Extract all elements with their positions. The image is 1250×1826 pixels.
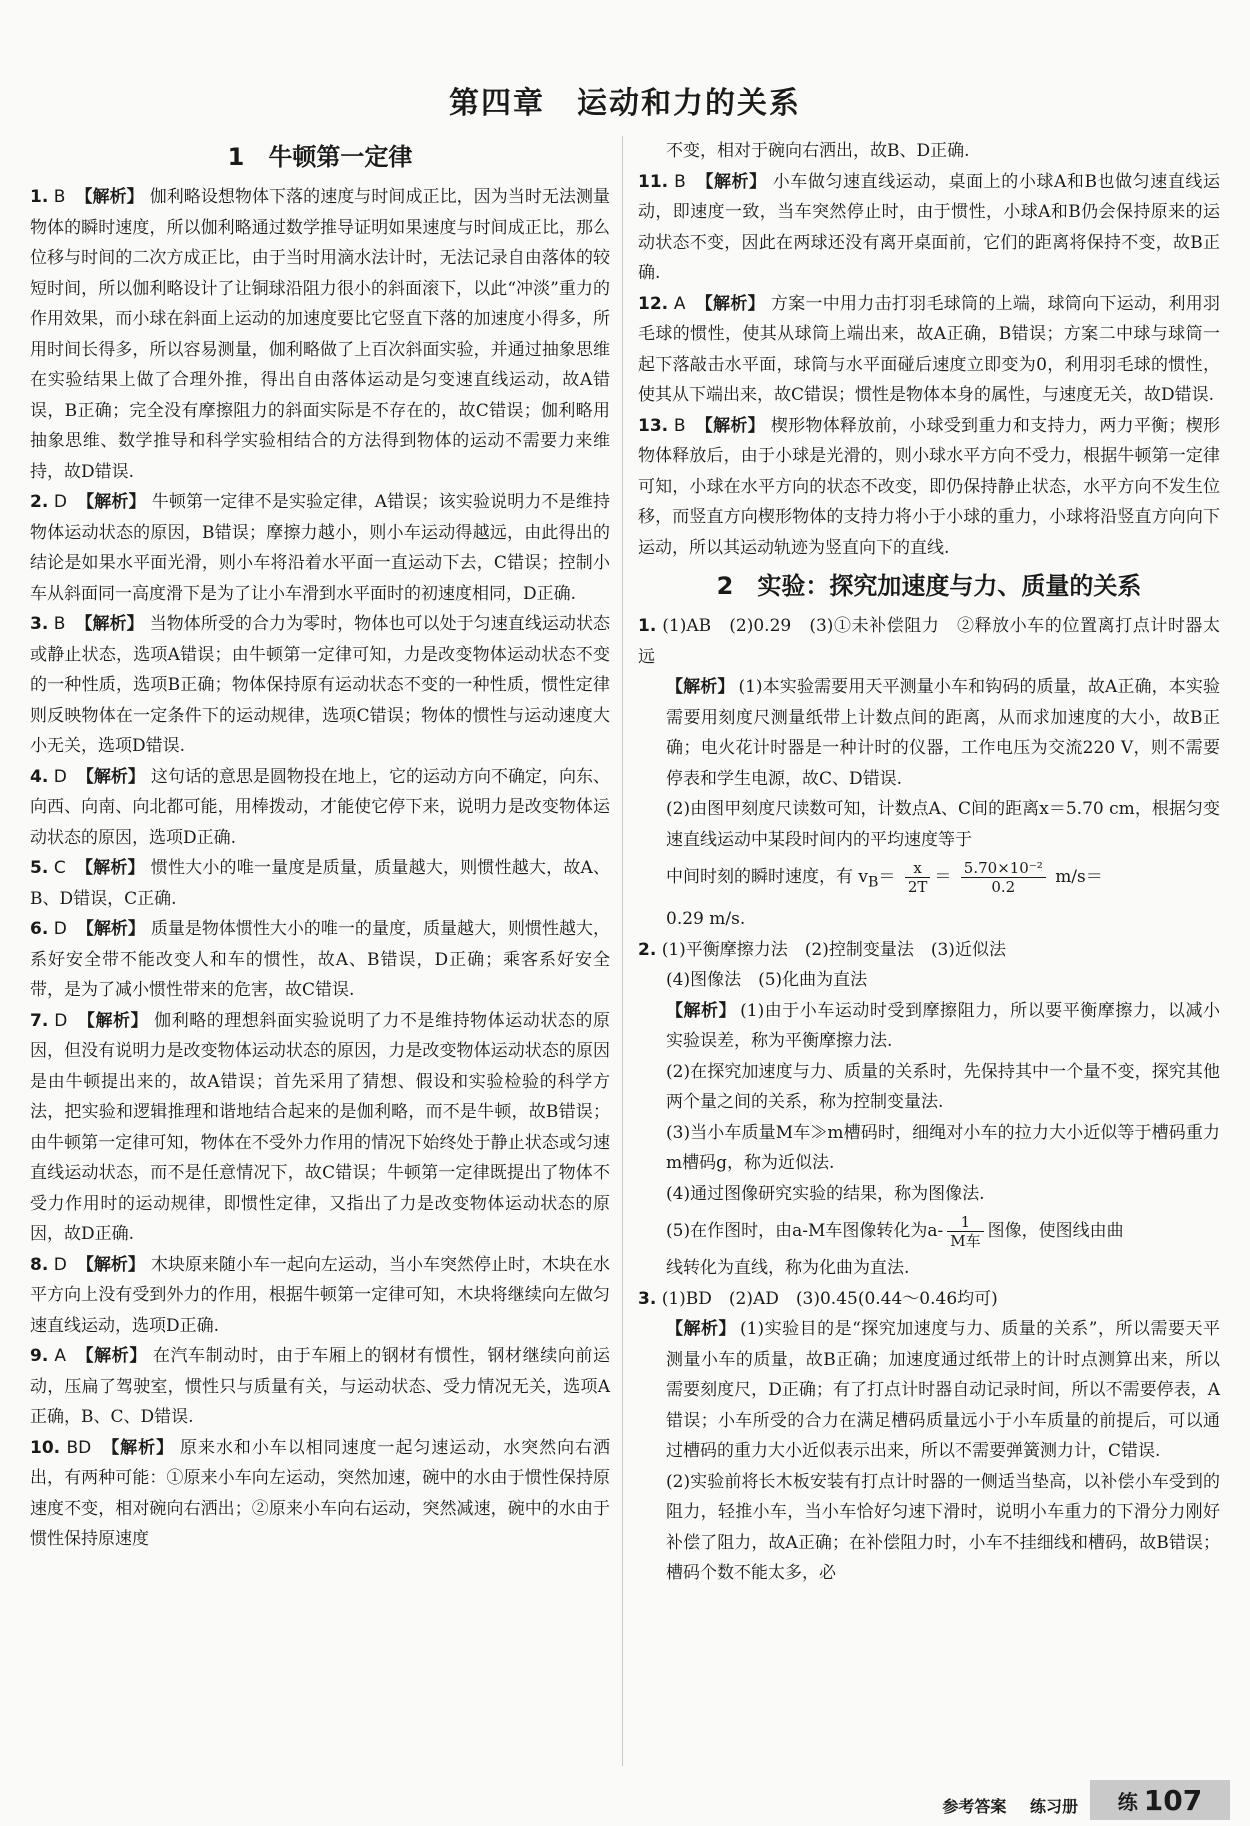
analysis-tag: 【解析】 (666, 1319, 737, 1340)
analysis-text: 这句话的意思是圆物投在地上，它的运动方向不确定，向东、向西、向南、向北都可能，用棒拨动，才能使它停下来，说明力是改变物体运动状态的原因，选项D正确. (30, 766, 611, 848)
question-number: 12. (638, 293, 669, 314)
fraction-denominator: 2T (907, 878, 928, 896)
analysis-text: 伽利略的理想斜面实验说明了力不是维持物体运动状态的原因，但没有说明力是改变物体运动状态的原因，力是改变物体运动状态的原因是由牛顿提出来的，故A错误；首先采用了猜想、假设和实验检验的科学方法，把实验和逻辑推理和谐地结合起来的是伽利略，而不是牛顿，故B错误；由牛顿第一定律可知，物体在不受外力作用的情况下始终处于静止状态或匀速直线运动状态，而不是任意情况下，故C错误；牛顿第一定律既提出了物体不受力作用时的运动规律，即惯性定律，又指出了力是改变物体运动状态的原因，故D正确. (30, 1010, 611, 1244)
question-number: 8. (30, 1254, 49, 1275)
analysis-text: 木块原来随小车一起向左运动，当小车突然停止时，木块在水平方向上没有受到外力的作用，根据牛顿第一定律可知，木块将继续向左做匀速直线运动，选项D正确. (30, 1254, 611, 1336)
question-number: 1. (638, 616, 657, 636)
fraction-numerator: 5.70×10⁻² (961, 859, 1046, 878)
answer-text: (1)平衡摩擦力法 (2)控制变量法 (3)近似法 (661, 939, 1006, 960)
formula-line (638, 1209, 1220, 1253)
formula-subscript: B (868, 874, 879, 891)
formula-line: 中间时刻的瞬时速度，有 $v_B=$ $\frac{x}{2T}$ ＝ $\frac{\text{5.70×10⁻²}}{0.2}$ m/s＝ (666, 859, 1103, 896)
column-divider (622, 136, 623, 1766)
question-item (30, 914, 610, 1006)
analysis-text: (1)实验目的是“探究加速度与力、质量的关系”，所以需要天平测量小车的质量，故B正确；加速度通过纸带上的计时点测算出来，所以需要刻度尺，D正确；有了打点计时器自动记录时间，所以不需要停表，A错误；小车所受的合力在满足槽码质量远小于小车质量的前提后，可以通过槽码的重力大小近似表示出来，所以不需要弹簧测力计，C错误. (666, 1319, 1221, 1462)
section-title-2: 2 实验：探究加速度与力、质量的关系 (716, 572, 1142, 600)
analysis-tag: 【解析】 (695, 171, 767, 192)
question-item (30, 609, 610, 762)
analysis-text: 牛顿第一定律不是实验定律，A错误；该实验说明力不是维持物体运动状态的原因，B错误；摩擦力越小，则小车运动得越远，由此得出的结论是如果水平面光滑，则小车将沿着水平面一直运动下去，C错误；控制小车从斜面同一高度滑下是为了让小车滑到水平面时的初速度相同，D正确. (30, 492, 611, 604)
analysis-paragraph: (2)实验前将长木板安装有打点计时器的一侧适当垫高，以补偿小车受到的阻力，轻推小车，当小车恰好匀速下滑时，说明小车重力的下滑分力刚好补偿了阻力，故A正确；在补偿阻力时，小车不挂细线和槽码，故B错误；槽码个数不能太多，必 (666, 1471, 1220, 1584)
analysis-text: (1)由于小车运动时受到摩擦阻力，所以要平衡摩擦力，以减小实验误差，称为平衡摩擦力法. (666, 1000, 1220, 1052)
analysis-text: 质量是物体惯性大小的唯一的量度，质量越大，则惯性越大，系好安全带不能改变人和车的惯性，故A、B错误，D正确；乘客系好安全带，是为了减小惯性带来的危害，故C错误. (30, 919, 611, 1000)
question-item (30, 853, 610, 914)
analysis-tag: 【解析】 (76, 766, 145, 787)
analysis-tag: 【解析】 (666, 1000, 737, 1021)
page-footer (0, 1783, 1250, 1826)
exp-question-3 (638, 1284, 1220, 1315)
analysis-tag: 【解析】 (75, 614, 144, 634)
answer-letter: A (54, 1346, 66, 1366)
answer-text: (1)BD (2)AD (3)0.45(0.44～0.46均可) (661, 1288, 998, 1309)
analysis-tag: 【解析】 (76, 1254, 145, 1275)
analysis-paragraph: 0.29 m/s. (666, 909, 746, 930)
formula-suffix: 图像，使图线由曲 (987, 1221, 1124, 1242)
footer-labels (924, 1794, 1078, 1817)
question-number: 1. (30, 187, 49, 207)
formula-equals: ＝ (878, 867, 896, 887)
answer-letter: B (673, 415, 686, 436)
item-10-continuation: 不变，相对于碗向右洒出，故B、D正确. (666, 141, 970, 161)
analysis-tag: 【解析】 (75, 1346, 147, 1366)
question-item (30, 1433, 610, 1555)
left-items-list (30, 182, 610, 1555)
analysis-tag: 【解析】 (75, 858, 145, 878)
chapter-title: 第四章 运动和力的关系 (449, 86, 801, 121)
analysis-text: 当物体所受的合力为零时，物体也可以处于匀速直线运动状态或静止状态，选项A错误；由牛顿第一定律可知，力是改变物体运动状态不变的一种性质，选项B正确；物体保持原有运动状态不变的一种性质，惯性定律则反映物体在一定条件下的运动规律，选项C错误；物体的惯性与运动速度大小无关，选项D错误. (30, 614, 611, 756)
answer-text: (4)图像法 (5)化曲为直法 (666, 970, 868, 991)
answer-letter: BD (66, 1437, 92, 1458)
fraction-numerator: 1 (947, 1213, 983, 1232)
analysis-tag: 【解析】 (666, 677, 735, 697)
analysis-paragraph (638, 1314, 1220, 1467)
analysis-text: 惯性大小的唯一量度是质量，质量越大，则惯性越大，故A、B、D错误，C正确. (30, 858, 611, 909)
question-number: 5. (30, 858, 49, 878)
question-item (30, 182, 610, 487)
question-item (30, 1250, 610, 1342)
question-number: 10. (30, 1437, 61, 1458)
left-column (30, 136, 610, 1555)
analysis-paragraph (638, 996, 1220, 1057)
answer-letter: C (53, 858, 66, 878)
answer-letter: A (673, 293, 686, 314)
answer-letter: D (53, 766, 67, 787)
question-item (30, 1341, 610, 1433)
question-number: 13. (638, 415, 669, 436)
question-number: 11. (638, 171, 669, 192)
question-item (638, 411, 1220, 564)
question-number: 3. (30, 614, 49, 634)
answer-letter: B (674, 171, 686, 192)
formula-prefix: (5)在作图时，由a-M车图像转化为a- (666, 1221, 944, 1242)
analysis-tag: 【解析】 (77, 1010, 149, 1031)
question-number: 2. (30, 492, 49, 512)
analysis-text: 楔形物体释放前，小球受到重力和支持力，两力平衡；楔形物体释放后，由于小球是光滑的，则小球水平方向不受力，根据牛顿第一定律可知，小球在水平方向的状态不改变，即仍保持静止状态，水平方向不发生位移，而竖直方向楔形物体的支持力将小于小球的重力，小球将沿竖直方向向下运动，所以其运动轨迹为竖直向下的直线. (638, 415, 1221, 558)
answer-letter: D (54, 1010, 68, 1031)
question-number: 9. (30, 1346, 49, 1366)
question-number: 3. (638, 1288, 657, 1309)
analysis-paragraph: 线转化为直线，称为化曲为直法. (666, 1258, 910, 1279)
analysis-paragraph: (2)在探究加速度与力、质量的关系时，先保持其中一个量不变，探究其他两个量之间的关系，称为控制变量法. (666, 1061, 1220, 1113)
analysis-tag: 【解析】 (76, 492, 146, 512)
answer-letter: D (53, 1254, 67, 1275)
right-items-list (638, 167, 1220, 564)
right-column (638, 136, 1220, 1589)
analysis-paragraph: (3)当小车质量M车≫m槽码时，细绳对小车的拉力大小近似等于槽码重力m槽码g，称为近似法. (666, 1122, 1220, 1174)
analysis-text: 方案一中用力击打羽毛球筒的上端，球筒向下运动，利用羽毛球的惯性，使其从球筒上端出来，故A正确，B错误；方案二中球与球筒一起下落敲击水平面，球筒与水平面碰后速度立即变为0，利用羽毛球的惯性，使其从下端出来，故C错误；惯性是物体本身的属性，与速度无关，故D错误. (638, 293, 1221, 405)
fraction-one-over-m (947, 1213, 983, 1250)
section-title-1: 1 牛顿第一定律 (227, 143, 413, 171)
analysis-paragraph: (2)由图甲刻度尺读数可知，计数点A、C间的距离x＝5.70 cm，根据匀变速直线运动中某段时间内的平均速度等于 (666, 799, 1220, 850)
fraction-value (961, 859, 1046, 896)
badge-label: 练 (1117, 1789, 1138, 1814)
analysis-text: 伽利略设想物体下落的速度与时间成正比，因为当时无法测量物体的瞬时速度，所以伽利略通过数学推导证明如果速度与时间成正比，那么位移与时间的二次方成正比，由于当时用滴水法计时，无法记录自由落体的较短时间，所以伽利略设计了让铜球沿阻力很小的斜面滚下，以此“冲淡”重力的作用效果，而小球在斜面上运动的加速度要比它竖直下落的加速度小得多，所用时间长得多，所以容易测量，伽利略做了上百次斜面实验，并通过抽象思维在实验结果上做了合理外推，得出自由落体运动是匀变速直线运动，故A错误，B正确；完全没有摩擦阻力的斜面实际是不存在的，故C错误；伽利略用抽象思维、数学推导和科学实验相结合的方法得到物体的运动不需要力来维持，故D错误. (30, 187, 611, 482)
analysis-text: 小车做匀速直线运动，桌面上的小球A和B也做匀速直线运动，即速度一致，当车突然停止时，由于惯性，小球A和B仍会保持原来的运动状态不变，因此在两球还没有离开桌面前，它们的距离将保持不变，故B正确. (638, 171, 1221, 283)
analysis-tag: 【解析】 (75, 187, 144, 207)
analysis-tag: 【解析】 (695, 293, 765, 314)
fraction-numerator: x (905, 859, 931, 878)
fraction-denominator: M车 (950, 1232, 981, 1251)
answer-text: (1)AB (2)0.29 (3)①未补偿阻力 ②释放小车的位置离打点计时器太远 (638, 616, 1220, 667)
question-item (30, 1006, 610, 1250)
answer-letter: B (53, 614, 66, 634)
analysis-paragraph (638, 672, 1220, 794)
analysis-text: 在汽车制动时，由于车厢上的钢材有惯性，钢材继续向前运动，压扁了驾驶室，惯性只与质量有关，与运动状态、受力情况无关，选项A正确，B、C、D错误. (30, 1346, 611, 1427)
question-number: 2. (638, 939, 657, 960)
formula-unit: m/s＝ (1055, 867, 1103, 887)
question-item (638, 167, 1220, 289)
question-number: 6. (30, 919, 49, 939)
answer-letter: D (53, 492, 67, 512)
question-number: 7. (30, 1010, 49, 1031)
analysis-tag: 【解析】 (101, 1437, 175, 1458)
exp-question-2 (638, 935, 1220, 966)
exp-question-1 (638, 611, 1220, 672)
page-number-badge (1090, 1780, 1230, 1820)
fraction-denominator: 0.2 (991, 878, 1016, 896)
analysis-paragraph: (4)通过图像研究实验的结果，称为图像法. (666, 1183, 985, 1204)
analysis-text: (1)本实验需要用天平测量小车和钩码的质量，故A正确，本实验需要用刻度尺测量纸带上计数点间的距离，从而求加速度的大小，故B正确；电火花计时器是一种计时的仪器，工作电压为交流220 V，则不需要停表和学生电源，故C、D错误. (666, 677, 1221, 789)
question-item (30, 487, 610, 609)
question-item (30, 762, 610, 854)
analysis-text: 原来水和小车以相同速度一起匀速运动，水突然向右洒出，有两种可能：①原来小车向左运动，突然加速，碗中的水由于惯性保持原速度不变，相对碗向右洒出；②原来小车向右运动，突然减速，碗中的水由于惯性保持原速度 (30, 1437, 611, 1549)
analysis-tag: 【解析】 (695, 415, 765, 436)
question-number: 4. (30, 766, 49, 787)
footer-label-answers: 参考答案 (942, 1797, 1007, 1816)
question-item (638, 289, 1220, 411)
formula-prefix: 中间时刻的瞬时速度，有 v (666, 867, 869, 887)
answer-letter: D (53, 919, 67, 939)
page-number: 107 (1143, 1783, 1203, 1817)
analysis-tag: 【解析】 (76, 919, 145, 939)
fraction-x-over-2t (905, 859, 931, 896)
footer-label-workbook: 练习册 (1029, 1797, 1078, 1816)
answer-letter: B (53, 187, 66, 207)
